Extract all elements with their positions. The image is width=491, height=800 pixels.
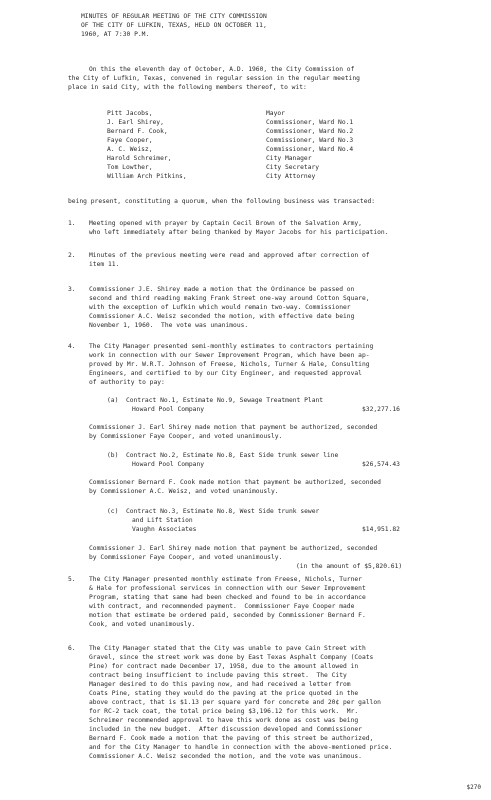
roster-title: Mayor	[266, 110, 285, 117]
item-6-line: Schreimer recommended approval to have this work done as cost was being	[89, 717, 359, 724]
item-6-line: Gravel, since the street work was done by East Texas Asphalt Company (Coats	[89, 654, 374, 661]
item-5-line: with contract, and recommended payment. Commissioner Faye Cooper made	[89, 603, 355, 610]
item-number: 3.	[68, 286, 76, 293]
roster-name: William Arch Pitkins,	[107, 173, 187, 180]
motion-line: by Commissioner A.C. Weisz, and voted unanimously.	[89, 488, 279, 495]
item-4-line: Engineers, and certified to by our City Engineer, and requested approval	[89, 370, 362, 377]
roster-name: Tom Lowther,	[107, 164, 153, 171]
contract-amount: $14,951.82	[362, 526, 400, 533]
item-6-line: Commissioner A.C. Weisz seconded the motion, and the vote was unanimous.	[89, 753, 362, 760]
item-6-line: for RC-2 tack coat, the total price being $3,196.12 for this work. Mr.	[89, 708, 359, 715]
roster-title: City Attorney	[266, 173, 316, 180]
item-6-line: and for the City Manager to handle in connection with the above-mentioned price.	[89, 744, 393, 751]
item-number: 5.	[68, 576, 76, 583]
roster-title: Commissioner, Ward No.3	[266, 137, 354, 144]
contract-label: (b) Contract No.2, Estimate No.8, East Side trunk sewer line	[107, 452, 339, 459]
item-4-line: work in connection with our Sewer Improvement Program, which have been ap-	[89, 352, 370, 359]
contractor-name: Howard Pool Company	[132, 406, 205, 413]
roster-title: Commissioner, Ward No.1	[266, 119, 354, 126]
contract-label: (a) Contract No.1, Estimate No.9, Sewage Treatment Plant	[107, 397, 324, 404]
roster-title: Commissioner, Ward No.4	[266, 146, 354, 153]
item-number: 6.	[68, 645, 76, 652]
item-6-line: Coats Pine, stating they would do the paving at the price quoted in the	[89, 690, 359, 697]
roster-name: Pitt Jacobs,	[107, 110, 153, 117]
item-6-line: Bernard F. Cook made a motion that the paving of this street be authorized,	[89, 735, 374, 742]
item-1-line: who left immediately after being thanked by Mayor Jacobs for his participation.	[89, 229, 389, 236]
contract-sublabel: and Lift Station	[132, 517, 193, 524]
item-5-line: Cook, and voted unanimously.	[89, 621, 196, 628]
item-4-line: The City Manager presented semi-monthly estimates to contractors pertaining	[89, 343, 374, 350]
intro-line-2: the City of Lufkin, Texas, convened in regular session in the regular meeting	[68, 75, 360, 82]
item-number: 4.	[68, 343, 76, 350]
quorum-statement: being present, constituting a quorum, when the following business was transacted:	[68, 198, 376, 205]
item-6-line: Manager desired to do this paving now, and had received a letter from	[89, 681, 351, 688]
header-line-3: 1960, AT 7:30 P.M.	[81, 31, 150, 38]
item-3-line: Commissioner J.E. Shirey made a motion that the Ordinance be passed on	[89, 286, 355, 293]
roster-title: City Secretary	[266, 164, 320, 171]
roster-name: Harold Schreimer,	[107, 155, 172, 162]
roster-name: Bernard F. Cook,	[107, 128, 168, 135]
contract-amount: $32,277.16	[362, 406, 400, 413]
item-3-line: Commissioner A.C. Weisz seconded the motion, with effective date being	[89, 313, 355, 320]
item-6-line: above contract, that is $1.13 per square yard for concrete and 20¢ per gallon	[89, 699, 381, 706]
motion-line: Commissioner Bernard F. Cook made motion that payment be authorized, seconded	[89, 479, 381, 486]
motion-line: by Commissioner Faye Cooper, and voted unanimously.	[89, 554, 283, 561]
item-number: 2.	[68, 252, 76, 259]
item-6-line: included in the new budget. After discussion developed and Commissioner	[89, 726, 362, 733]
page-footer-mark: $270	[466, 784, 481, 791]
header-line-2: OF THE CITY OF LUFKIN, TEXAS, HELD ON OCTOBER 11,	[81, 22, 267, 29]
roster-title: City Manager	[266, 155, 312, 162]
intro-line-1: On this the eleventh day of October, A.D. 1960, the City Commission of	[89, 66, 355, 73]
item-2-line: Minutes of the previous meeting were read and approved after correction of	[89, 252, 370, 259]
contractor-name: Howard Pool Company	[132, 461, 205, 468]
motion-line: Commissioner J. Earl Shirey made motion that payment be authorized, seconded	[89, 545, 378, 552]
roster-name: A. C. Weisz,	[107, 146, 153, 153]
amount-note: (in the amount of $5,820.61)	[296, 563, 403, 570]
motion-line: Commissioner J. Earl Shirey made motion that payment be authorized, seconded	[89, 424, 378, 431]
contract-amount: $26,574.43	[362, 461, 400, 468]
item-1-line: Meeting opened with prayer by Captain Cecil Brown of the Salvation Army,	[89, 220, 362, 227]
contractor-name: Vaughn Associates	[132, 526, 197, 533]
roster-name: J. Earl Shirey,	[107, 119, 164, 126]
item-2-line: item 11.	[89, 261, 120, 268]
header-line-1: MINUTES OF REGULAR MEETING OF THE CITY COMMISSION	[81, 13, 267, 20]
item-5-line: The City Manager presented monthly estimate from Freese, Nichols, Turner	[89, 576, 362, 583]
item-5-line: motion that estimate be ordered paid, seconded by Commissioner Bernard F.	[89, 612, 366, 619]
item-3-line: second and third reading making Frank Street one-way around Cotton Square,	[89, 295, 370, 302]
roster-name: Faye Cooper,	[107, 137, 153, 144]
item-3-line: with the exception of Lufkin which would remain two-way. Commissioner	[89, 304, 351, 311]
item-5-line: Program, stating that same had been checked and found to be in accordance	[89, 594, 366, 601]
item-6-line: Pine) for contract made December 17, 1958, due to the amount allowed in	[89, 663, 359, 670]
item-6-line: contract being insufficient to include paving this street. The City	[89, 672, 347, 679]
item-6-line: The City Manager stated that the City was unable to pave Cain Street with	[89, 645, 366, 652]
item-3-line: November 1, 1960. The vote was unanimous.	[89, 322, 249, 329]
intro-line-3: place in said City, with the following members thereof, to wit:	[68, 84, 307, 91]
motion-line: by Commissioner Faye Cooper, and voted unanimously.	[89, 433, 283, 440]
contract-label: (c) Contract No.3, Estimate No.8, West Side trunk sewer	[107, 508, 320, 515]
item-4-line: of authority to pay:	[89, 379, 165, 386]
item-4-line: proved by Mr. W.R.T. Johnson of Freese, Nichols, Turner & Hale, Consulting	[89, 361, 370, 368]
roster-title: Commissioner, Ward No.2	[266, 128, 354, 135]
item-5-line: & Hale for professional services in connection with our Sewer Improvement	[89, 585, 366, 592]
item-number: 1.	[68, 220, 76, 227]
